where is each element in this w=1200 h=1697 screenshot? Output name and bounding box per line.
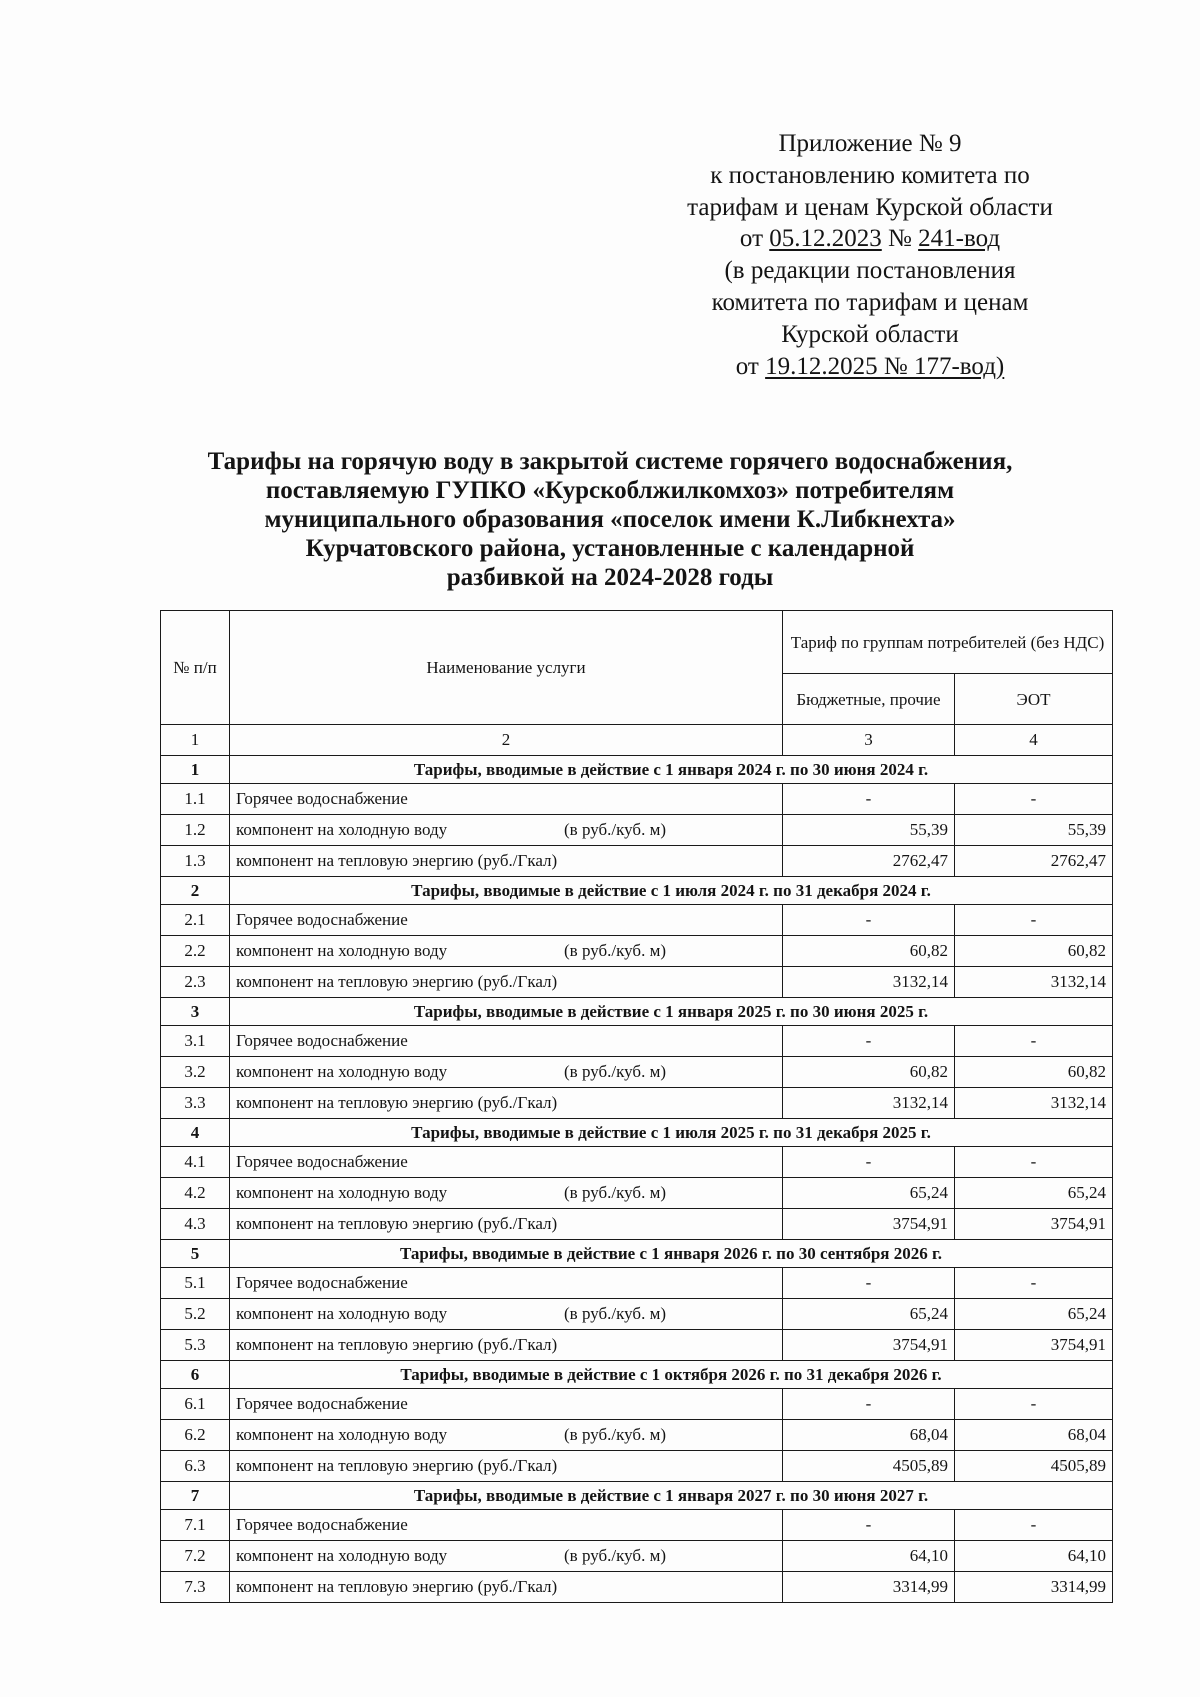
appendix-reference	[640, 128, 1100, 382]
service-name: компонент на тепловую энергию (руб./Гкал)	[236, 1093, 558, 1112]
tariff-eot: 68,04	[955, 1420, 1113, 1451]
period-row	[161, 998, 1113, 1026]
row-number: 2.1	[161, 905, 230, 936]
amendment-reference: 19.12.2025 № 177-вод)	[765, 352, 1005, 380]
service-name: компонент на холодную воду	[236, 941, 448, 960]
row-number: 4.2	[161, 1178, 230, 1209]
header-tariff-group: Тариф по группам потребителей (без НДС)	[783, 611, 1113, 674]
tariff-eot: 3314,99	[955, 1572, 1113, 1603]
header-service: Наименование услуги	[230, 611, 783, 725]
service-name: Горячее водоснабжение	[236, 1031, 408, 1050]
row-number: 6.3	[161, 1451, 230, 1482]
service-name-cell	[230, 1209, 783, 1240]
service-name: Горячее водоснабжение	[236, 1515, 408, 1534]
service-name: компонент на тепловую энергию (руб./Гкал)	[236, 972, 558, 991]
period-number: 7	[161, 1482, 230, 1510]
period-number: 4	[161, 1119, 230, 1147]
tariff-table-body	[161, 611, 1113, 1603]
tariff-eot: -	[955, 1510, 1113, 1541]
table-row	[161, 784, 1113, 815]
tariff-budget: -	[783, 784, 955, 815]
appendix-line: к постановлению комитета по	[710, 161, 1030, 189]
row-number: 1.2	[161, 815, 230, 846]
tariff-eot: 4505,89	[955, 1451, 1113, 1482]
service-name-cell	[230, 1389, 783, 1420]
appendix-resolution-ref	[640, 223, 1100, 255]
row-number: 5.2	[161, 1299, 230, 1330]
service-name: Горячее водоснабжение	[236, 789, 408, 808]
tariff-budget: 3754,91	[783, 1209, 955, 1240]
tariff-budget: -	[783, 1268, 955, 1299]
period-title: Тарифы, вводимые в действие с 1 января 2026 г. по 30 сентября 2026 г.	[230, 1240, 1113, 1268]
table-row	[161, 1541, 1113, 1572]
title-line: поставляемую ГУПКО «Курскоблжилкомхоз» потребителям	[265, 477, 955, 504]
table-row	[161, 1209, 1113, 1240]
period-title: Тарифы, вводимые в действие с 1 июля 2025 г. по 31 декабря 2025 г.	[230, 1119, 1113, 1147]
table-row	[161, 1268, 1113, 1299]
table-row	[161, 1330, 1113, 1361]
table-row	[161, 846, 1113, 877]
document-title	[140, 447, 1080, 592]
service-name-cell	[230, 1268, 783, 1299]
header-num: № п/п	[161, 611, 230, 725]
index-row	[161, 725, 1113, 756]
tariff-eot: 65,24	[955, 1299, 1113, 1330]
service-name-cell	[230, 1299, 783, 1330]
service-unit: (в руб./куб. м)	[564, 820, 666, 839]
service-name-cell	[230, 1510, 783, 1541]
period-title: Тарифы, вводимые в действие с 1 января 2025 г. по 30 июня 2025 г.	[230, 998, 1113, 1026]
appendix-line: (в редакции постановления	[724, 257, 1016, 285]
service-name-cell	[230, 936, 783, 967]
table-row	[161, 905, 1113, 936]
service-name: компонент на холодную воду	[236, 820, 448, 839]
service-name-cell	[230, 846, 783, 877]
service-unit: (в руб./куб. м)	[564, 1183, 666, 1202]
tariff-budget: 65,24	[783, 1178, 955, 1209]
tariff-budget: 60,82	[783, 936, 955, 967]
service-name-cell	[230, 1330, 783, 1361]
table-row	[161, 1389, 1113, 1420]
period-row	[161, 1482, 1113, 1510]
tariff-eot: 60,82	[955, 1057, 1113, 1088]
row-number: 2.2	[161, 936, 230, 967]
header-eot: ЭОТ	[955, 674, 1113, 725]
service-name-cell	[230, 1088, 783, 1119]
index-cell: 4	[955, 725, 1113, 756]
row-number: 2.3	[161, 967, 230, 998]
row-number: 3.1	[161, 1026, 230, 1057]
service-name: компонент на тепловую энергию (руб./Гкал)	[236, 1335, 558, 1354]
period-number: 6	[161, 1361, 230, 1389]
table-row	[161, 936, 1113, 967]
tariff-eot: 65,24	[955, 1178, 1113, 1209]
row-number: 4.3	[161, 1209, 230, 1240]
table-row	[161, 1026, 1113, 1057]
appendix-prefix: от	[735, 352, 766, 380]
service-unit: (в руб./куб. м)	[564, 1546, 666, 1565]
header-budget: Бюджетные, прочие	[783, 674, 955, 725]
table-row	[161, 1178, 1113, 1209]
row-number: 4.1	[161, 1147, 230, 1178]
service-unit: (в руб./куб. м)	[564, 1062, 666, 1081]
title-line: Курчатовского района, установленные с календарной	[305, 535, 915, 562]
tariff-budget: 3314,99	[783, 1572, 955, 1603]
tariff-eot: 64,10	[955, 1541, 1113, 1572]
tariff-budget: 64,10	[783, 1541, 955, 1572]
table-row	[161, 1299, 1113, 1330]
service-name-cell	[230, 1026, 783, 1057]
tariff-budget: 68,04	[783, 1420, 955, 1451]
tariff-budget: 3754,91	[783, 1330, 955, 1361]
service-name: компонент на холодную воду	[236, 1425, 448, 1444]
service-name: Горячее водоснабжение	[236, 1273, 408, 1292]
tariff-eot: 3132,14	[955, 967, 1113, 998]
table-row	[161, 967, 1113, 998]
table-row	[161, 1088, 1113, 1119]
period-title: Тарифы, вводимые в действие с 1 января 2027 г. по 30 июня 2027 г.	[230, 1482, 1113, 1510]
tariff-eot: 60,82	[955, 936, 1113, 967]
service-name-cell	[230, 815, 783, 846]
tariff-eot: 3132,14	[955, 1088, 1113, 1119]
title-line: Тарифы на горячую воду в закрытой системе горячего водоснабжения,	[207, 448, 1013, 475]
resolution-date: 05.12.2023	[769, 225, 882, 253]
tariff-budget: -	[783, 905, 955, 936]
title-line: муниципального образования «поселок имени К.Либкнехта»	[264, 506, 956, 533]
period-number: 1	[161, 756, 230, 784]
service-name-cell	[230, 905, 783, 936]
period-row	[161, 756, 1113, 784]
row-number: 5.1	[161, 1268, 230, 1299]
row-number: 3.3	[161, 1088, 230, 1119]
appendix-line: тарифам и ценам Курской области	[687, 193, 1053, 221]
service-name: компонент на холодную воду	[236, 1062, 448, 1081]
period-row	[161, 1240, 1113, 1268]
service-name-cell	[230, 1541, 783, 1572]
resolution-number: 241-вод	[918, 225, 1001, 253]
tariff-table	[160, 610, 1113, 1603]
service-unit: (в руб./куб. м)	[564, 941, 666, 960]
service-name: компонент на холодную воду	[236, 1546, 448, 1565]
row-number: 1.3	[161, 846, 230, 877]
period-row	[161, 877, 1113, 905]
row-number: 7.2	[161, 1541, 230, 1572]
period-row	[161, 1119, 1113, 1147]
row-number: 7.3	[161, 1572, 230, 1603]
table-row	[161, 1057, 1113, 1088]
table-row	[161, 1147, 1113, 1178]
table-row	[161, 815, 1113, 846]
service-name: Горячее водоснабжение	[236, 910, 408, 929]
service-name-cell	[230, 1057, 783, 1088]
appendix-line: комитета по тарифам и ценам	[711, 288, 1029, 316]
period-number: 2	[161, 877, 230, 905]
tariff-budget: -	[783, 1389, 955, 1420]
tariff-budget: -	[783, 1026, 955, 1057]
period-number: 3	[161, 998, 230, 1026]
index-cell: 2	[230, 725, 783, 756]
tariff-eot: -	[955, 1026, 1113, 1057]
table-row	[161, 1572, 1113, 1603]
table-row	[161, 1420, 1113, 1451]
tariff-budget: 55,39	[783, 815, 955, 846]
index-cell: 3	[783, 725, 955, 756]
row-number: 7.1	[161, 1510, 230, 1541]
period-title: Тарифы, вводимые в действие с 1 октября 2026 г. по 31 декабря 2026 г.	[230, 1361, 1113, 1389]
service-name: компонент на тепловую энергию (руб./Гкал)	[236, 1456, 558, 1475]
tariff-eot: 55,39	[955, 815, 1113, 846]
tariff-eot: 2762,47	[955, 846, 1113, 877]
service-name: Горячее водоснабжение	[236, 1394, 408, 1413]
row-number: 1.1	[161, 784, 230, 815]
service-name-cell	[230, 1451, 783, 1482]
tariff-budget: 65,24	[783, 1299, 955, 1330]
tariff-budget: 3132,14	[783, 1088, 955, 1119]
tariff-eot: -	[955, 1268, 1113, 1299]
header-row	[161, 611, 1113, 674]
service-name: компонент на тепловую энергию (руб./Гкал)	[236, 1214, 558, 1233]
service-name: компонент на тепловую энергию (руб./Гкал)	[236, 851, 558, 870]
index-cell: 1	[161, 725, 230, 756]
period-title: Тарифы, вводимые в действие с 1 июля 2024 г. по 31 декабря 2024 г.	[230, 877, 1113, 905]
service-name: компонент на холодную воду	[236, 1304, 448, 1323]
tariff-budget: -	[783, 1510, 955, 1541]
service-name: компонент на холодную воду	[236, 1183, 448, 1202]
appendix-number-sign: №	[881, 225, 919, 253]
tariff-eot: -	[955, 784, 1113, 815]
tariff-budget: 2762,47	[783, 846, 955, 877]
service-unit: (в руб./куб. м)	[564, 1304, 666, 1323]
period-title: Тарифы, вводимые в действие с 1 января 2024 г. по 30 июня 2024 г.	[230, 756, 1113, 784]
tariff-eot: -	[955, 1389, 1113, 1420]
table-row	[161, 1451, 1113, 1482]
service-name-cell	[230, 1147, 783, 1178]
period-number: 5	[161, 1240, 230, 1268]
row-number: 6.1	[161, 1389, 230, 1420]
tariff-eot: 3754,91	[955, 1330, 1113, 1361]
tariff-eot: -	[955, 905, 1113, 936]
appendix-line: Курской области	[781, 320, 959, 348]
service-name: Горячее водоснабжение	[236, 1152, 408, 1171]
period-row	[161, 1361, 1113, 1389]
appendix-number: Приложение № 9	[778, 130, 962, 157]
tariff-budget: 60,82	[783, 1057, 955, 1088]
tariff-eot: 3754,91	[955, 1209, 1113, 1240]
appendix-prefix: от	[739, 225, 770, 253]
service-name-cell	[230, 784, 783, 815]
service-name-cell	[230, 1420, 783, 1451]
tariff-budget: -	[783, 1147, 955, 1178]
tariff-eot: -	[955, 1147, 1113, 1178]
service-name-cell	[230, 1572, 783, 1603]
service-name: компонент на тепловую энергию (руб./Гкал)	[236, 1577, 558, 1596]
row-number: 6.2	[161, 1420, 230, 1451]
table-row	[161, 1510, 1113, 1541]
title-line: разбивкой на 2024-2028 годы	[446, 564, 774, 591]
appendix-amendment-ref	[640, 351, 1100, 383]
row-number: 5.3	[161, 1330, 230, 1361]
service-unit: (в руб./куб. м)	[564, 1425, 666, 1444]
tariff-budget: 4505,89	[783, 1451, 955, 1482]
service-name-cell	[230, 1178, 783, 1209]
service-name-cell	[230, 967, 783, 998]
row-number: 3.2	[161, 1057, 230, 1088]
tariff-budget: 3132,14	[783, 967, 955, 998]
